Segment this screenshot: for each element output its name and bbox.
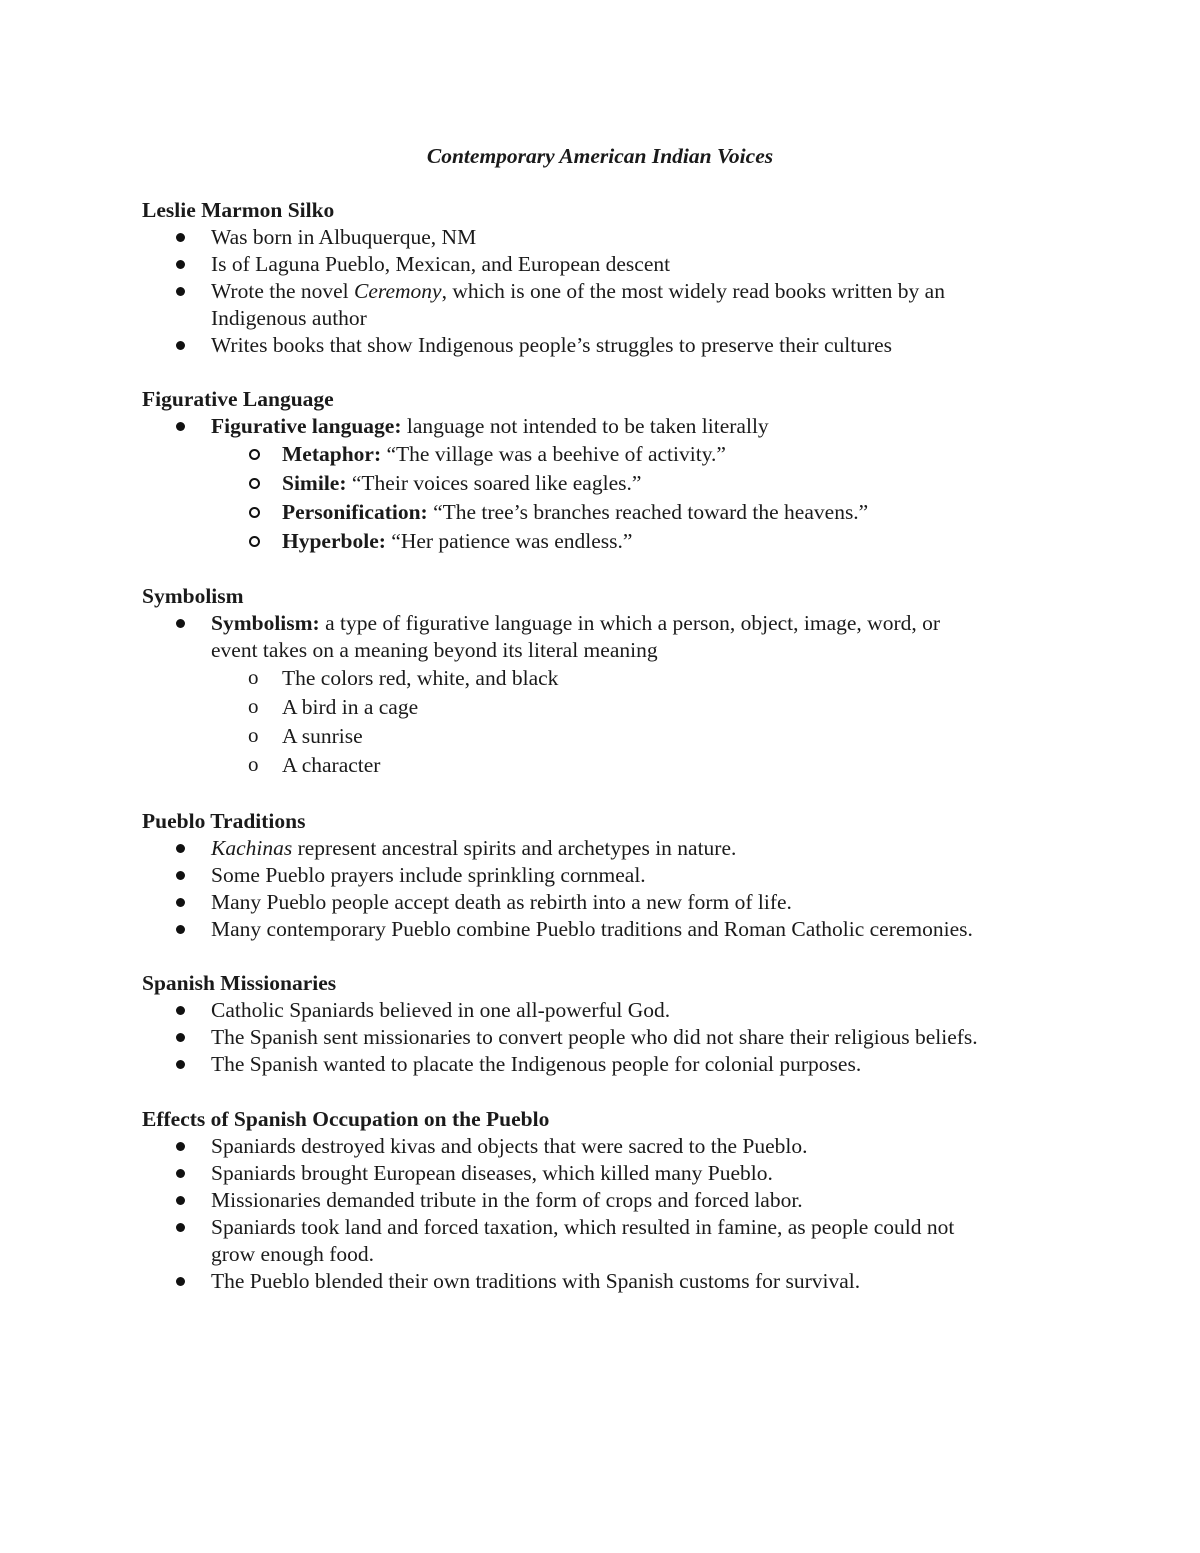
section-pueblo-traditions [142, 808, 1082, 943]
term: Kachinas [211, 836, 293, 860]
section-spanish-missionaries [142, 970, 1082, 1078]
list-item: Spaniards took land and forced taxation, which resulted in famine, as people could not grow enough food. [142, 1214, 1082, 1268]
bullet-icon [176, 1187, 190, 1214]
bullet-icon [176, 610, 190, 637]
bullet-icon [176, 862, 190, 889]
sub-list-item: o A bird in a cage [248, 694, 419, 719]
section-heading: Leslie Marmon Silko [142, 198, 335, 222]
bullet-icon [176, 889, 190, 916]
bullet-icon [176, 251, 190, 278]
o-bullet-icon: o [248, 694, 259, 718]
bullet-icon [176, 997, 190, 1024]
section-heading: Figurative Language [142, 387, 334, 411]
circle-bullet-icon [249, 469, 263, 496]
sub-list-item: Simile: “Their voices soared like eagles.” [142, 469, 1082, 498]
bullet-icon [176, 224, 190, 251]
section-symbolism [142, 583, 1082, 780]
bullet-icon [176, 1268, 190, 1295]
bullet-icon [176, 1051, 190, 1078]
sub-list-item: Personification: “The tree’s branches reached toward the heavens.” [142, 498, 1082, 527]
document-title: Contemporary American Indian Voices [426, 144, 774, 168]
section-heading: Effects of Spanish Occupation on the Pueblo [142, 1107, 550, 1131]
term: Figurative language: [211, 414, 402, 438]
book-title: Ceremony [354, 279, 442, 303]
bullet-icon [176, 413, 190, 440]
bullet-icon [176, 332, 190, 359]
sub-list-item: o A character [248, 752, 381, 777]
list-item: Was born in Albuquerque, NM [142, 224, 1082, 251]
list-item: Spaniards destroyed kivas and objects that were sacred to the Pueblo. [142, 1133, 1082, 1160]
section-heading: Symbolism [142, 584, 244, 608]
list-item: Missionaries demanded tribute in the form of crops and forced labor. [142, 1187, 1082, 1214]
term: Hyperbole: [282, 529, 386, 553]
circle-bullet-icon [249, 527, 263, 554]
list-item: Spaniards brought European diseases, which killed many Pueblo. [142, 1160, 1082, 1187]
section-figurative-language [142, 386, 1082, 556]
bullet-icon [176, 278, 190, 305]
list-item: The Spanish sent missionaries to convert people who did not share their religious beliefs. [142, 1024, 1082, 1051]
bullet-icon [176, 1160, 190, 1187]
sub-list-item: o The colors red, white, and black [248, 665, 559, 690]
sub-list-item: o A sunrise [248, 723, 363, 748]
list-item: Symbolism: a type of figurative language in which a person, object, image, word, or event takes on a meaning beyond its literal meaning [142, 610, 1082, 664]
list-item: Many Pueblo people accept death as rebirth into a new form of life. [142, 889, 1082, 916]
section-effects-spanish-occupation [142, 1106, 1082, 1295]
list-item: Catholic Spaniards believed in one all-powerful God. [142, 997, 1082, 1024]
list-item: Figurative language: language not intended to be taken literally [142, 413, 1082, 440]
list-item: Wrote the novel Ceremony, which is one of the most widely read books written by an Indigenous author [142, 278, 1082, 332]
list-item: Is of Laguna Pueblo, Mexican, and European descent [142, 251, 1082, 278]
o-bullet-icon: o [248, 752, 259, 776]
o-bullet-icon: o [248, 723, 259, 747]
section-silko [142, 197, 1082, 359]
list-item: Some Pueblo prayers include sprinkling cornmeal. [142, 862, 1082, 889]
term: Symbolism: [211, 611, 320, 635]
bullet-icon [176, 916, 190, 943]
bullet-icon [176, 835, 190, 862]
bullet-icon [176, 1133, 190, 1160]
list-item: Writes books that show Indigenous people’s struggles to preserve their cultures [142, 332, 1082, 359]
term: Personification: [282, 500, 428, 524]
list-item: Many contemporary Pueblo combine Pueblo traditions and Roman Catholic ceremonies. [142, 916, 1082, 943]
section-heading: Pueblo Traditions [142, 809, 306, 833]
section-heading: Spanish Missionaries [142, 971, 337, 995]
bullet-icon [176, 1024, 190, 1051]
list-item: Kachinas represent ancestral spirits and archetypes in nature. [142, 835, 1082, 862]
circle-bullet-icon [249, 498, 263, 525]
o-bullet-icon: o [248, 665, 259, 689]
sub-list-item: Hyperbole: “Her patience was endless.” [142, 527, 1082, 556]
circle-bullet-icon [249, 440, 263, 467]
sub-list-item: Metaphor: “The village was a beehive of activity.” [142, 440, 1082, 469]
list-item: The Pueblo blended their own traditions with Spanish customs for survival. [142, 1268, 1082, 1295]
bullet-icon [176, 1214, 190, 1241]
list-item: The Spanish wanted to placate the Indigenous people for colonial purposes. [142, 1051, 1082, 1078]
term: Simile: [282, 471, 347, 495]
term: Metaphor: [282, 442, 382, 466]
